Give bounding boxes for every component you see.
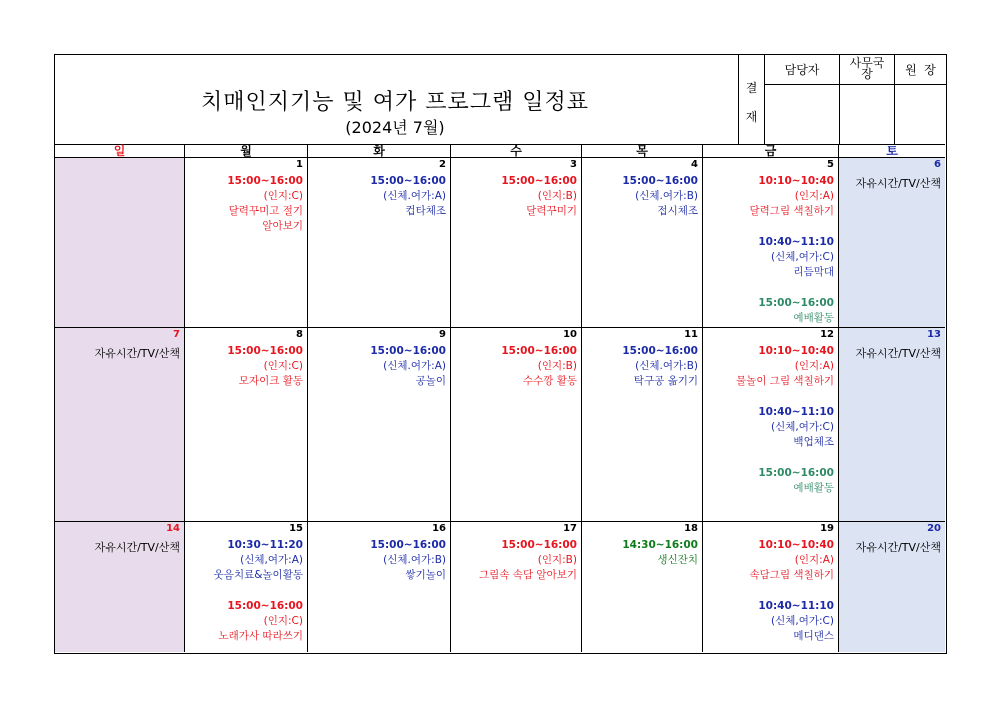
approval-staff-header: 담당자	[765, 55, 840, 85]
calendar-day-cell[interactable]	[703, 158, 839, 328]
program-entry[interactable]	[758, 405, 834, 450]
weekday-header: 목	[582, 144, 703, 158]
free-time-label: 자유시간/TV/산책	[855, 347, 941, 360]
day-number: 10	[563, 329, 577, 340]
program-time: 10:10~10:40	[758, 345, 834, 357]
day-number: 13	[927, 329, 941, 340]
weekday-header: 화	[308, 144, 451, 158]
program-entry[interactable]	[501, 174, 577, 219]
program-activity: 노래가사 따라쓰기	[218, 630, 303, 642]
program-activity: 물놀이 그림 색칠하기	[736, 375, 834, 387]
day-number: 18	[684, 523, 698, 534]
calendar-day-cell[interactable]	[308, 328, 451, 522]
day-number: 2	[439, 159, 446, 170]
calendar-day-cell[interactable]	[582, 158, 703, 328]
program-category: (인지:C)	[263, 360, 303, 372]
day-number: 11	[684, 329, 698, 340]
program-activity: 접시체조	[657, 205, 698, 217]
day-number: 16	[432, 523, 446, 534]
program-activity: 예배활동	[793, 482, 834, 494]
program-activity: 메디댄스	[793, 630, 834, 642]
approval-director-header: 원 장	[895, 55, 946, 85]
program-entry[interactable]	[219, 599, 303, 644]
program-activity: 달력꾸미기	[526, 205, 577, 217]
approval-secretary-line1: 사무국	[849, 56, 885, 70]
approval-secretary-line2: 장	[861, 67, 873, 81]
calendar-day-cell[interactable]	[582, 328, 703, 522]
program-time: 15:00~16:00	[501, 345, 577, 357]
program-category: (신체,여가:A)	[240, 554, 303, 566]
program-activity: 백업체조	[793, 436, 834, 448]
day-number: 17	[563, 523, 577, 534]
program-time: 10:30~11:20	[227, 539, 303, 551]
program-category: (인지:A)	[794, 554, 834, 566]
program-time: 10:10~10:40	[758, 539, 834, 551]
program-activity: 달력그림 색칠하기	[749, 205, 834, 217]
approval-label	[739, 55, 765, 144]
calendar-day-cell[interactable]	[703, 328, 839, 522]
program-activity: 리듬막대	[793, 266, 834, 278]
calendar-day-cell[interactable]	[582, 522, 703, 652]
program-category: (인지:A)	[794, 190, 834, 202]
calendar-day-cell[interactable]	[703, 522, 839, 652]
program-category: (인지:B)	[537, 360, 577, 372]
program-entry[interactable]	[214, 538, 303, 583]
free-time-label: 자유시간/TV/산책	[94, 347, 180, 360]
page-subtitle: (2024년 7월)	[345, 118, 445, 137]
calendar-day-cell[interactable]	[308, 522, 451, 652]
program-entry[interactable]	[622, 538, 698, 568]
program-activity: 예배활동	[793, 312, 834, 324]
day-number: 14	[166, 523, 180, 534]
program-activity: 공놀이	[415, 375, 446, 387]
program-entry[interactable]	[750, 174, 834, 219]
calendar-day-cell[interactable]	[451, 328, 582, 522]
program-activity: 모자이크 활동	[238, 375, 303, 387]
program-activity: 생신잔치	[657, 554, 698, 566]
program-entry[interactable]	[370, 344, 446, 389]
program-activity: 쌓기놀이	[405, 569, 446, 581]
program-entry[interactable]	[758, 296, 834, 326]
program-entry[interactable]	[227, 174, 303, 234]
calendar-day-cell[interactable]	[185, 328, 308, 522]
day-number: 9	[439, 329, 446, 340]
day-number: 19	[820, 523, 834, 534]
weekday-header: 월	[185, 144, 308, 158]
weekday-header: 토	[839, 144, 945, 158]
program-entry[interactable]	[227, 344, 303, 389]
calendar-day-cell[interactable]	[185, 158, 308, 328]
program-time: 15:00~16:00	[227, 175, 303, 187]
approval-director-sign[interactable]	[895, 85, 946, 144]
day-number: 8	[296, 329, 303, 340]
program-entry[interactable]	[370, 538, 446, 583]
weekday-header: 일	[55, 144, 185, 158]
program-activity: 수수깡 활동	[522, 375, 577, 387]
program-time: 10:10~10:40	[758, 175, 834, 187]
free-time-label: 자유시간/TV/산책	[855, 177, 941, 190]
program-time: 15:00~16:00	[227, 345, 303, 357]
program-time: 14:30~16:00	[622, 539, 698, 551]
program-activity: 알아보기	[262, 220, 303, 232]
program-category: (신체.여가:B)	[635, 190, 698, 202]
day-number: 3	[570, 159, 577, 170]
schedule-sheet	[54, 54, 947, 654]
weekday-header: 수	[451, 144, 582, 158]
calendar-day-cell[interactable]	[55, 158, 185, 328]
program-activity: 탁구공 옮기기	[633, 375, 698, 387]
program-activity: 그림속 속담 알아보기	[479, 569, 577, 581]
program-category: (인지:C)	[263, 190, 303, 202]
program-category: (신체.여가:A)	[383, 190, 446, 202]
program-time: 10:40~11:10	[758, 600, 834, 612]
program-entry[interactable]	[501, 344, 577, 389]
weekday-header: 금	[703, 144, 839, 158]
program-category: (인지:B)	[537, 190, 577, 202]
program-time: 15:00~16:00	[227, 600, 303, 612]
program-category: (신체,여가:C)	[771, 615, 834, 627]
program-category: (신체,여가:C)	[771, 251, 834, 263]
program-time: 15:00~16:00	[622, 345, 698, 357]
program-activity: 속담그림 색칠하기	[749, 569, 834, 581]
approval-secretary-header	[840, 55, 895, 85]
program-entry[interactable]	[370, 174, 446, 219]
day-number: 1	[296, 159, 303, 170]
program-activity: 달력꾸미고 절기	[228, 205, 303, 217]
program-time: 15:00~16:00	[370, 345, 446, 357]
program-entry[interactable]	[479, 538, 577, 583]
calendar-day-cell[interactable]	[185, 522, 308, 652]
free-time-label: 자유시간/TV/산책	[94, 541, 180, 554]
program-category: (인지:A)	[794, 360, 834, 372]
calendar-day-cell[interactable]	[839, 328, 945, 522]
approval-staff-sign[interactable]	[765, 85, 840, 144]
calendar-day-cell[interactable]	[55, 328, 185, 522]
program-time: 10:40~11:10	[758, 406, 834, 418]
calendar-day-cell[interactable]	[839, 522, 945, 652]
calendar-day-cell[interactable]	[55, 522, 185, 652]
program-entry[interactable]	[622, 344, 698, 389]
program-entry[interactable]	[750, 538, 834, 583]
program-category: (신체.여가:B)	[383, 554, 446, 566]
day-number: 7	[173, 329, 180, 340]
day-number: 5	[827, 159, 834, 170]
program-time: 15:00~16:00	[370, 539, 446, 551]
program-time: 10:40~11:10	[758, 236, 834, 248]
program-category: (신체,여가:C)	[771, 421, 834, 433]
calendar-day-cell[interactable]	[839, 158, 945, 328]
program-category: (신체.여가:A)	[383, 360, 446, 372]
program-activity: 웃음치료&놀이활동	[213, 569, 303, 581]
program-time: 15:00~16:00	[622, 175, 698, 187]
day-number: 4	[691, 159, 698, 170]
program-entry[interactable]	[758, 599, 834, 644]
program-entry[interactable]	[758, 235, 834, 280]
program-time: 15:00~16:00	[370, 175, 446, 187]
program-time: 15:00~16:00	[501, 539, 577, 551]
approval-label-top: 결	[745, 81, 758, 95]
program-time: 15:00~16:00	[758, 467, 834, 479]
header	[55, 55, 945, 145]
free-time-label: 자유시간/TV/산책	[855, 541, 941, 554]
approval-box	[738, 55, 946, 144]
page-title: 치매인지기능 및 여가 프로그램 일정표	[200, 90, 589, 115]
day-number: 12	[820, 329, 834, 340]
program-entry[interactable]	[622, 174, 698, 219]
approval-secretary-sign[interactable]	[840, 85, 895, 144]
program-time: 15:00~16:00	[758, 297, 834, 309]
program-category: (인지:B)	[537, 554, 577, 566]
day-number: 15	[289, 523, 303, 534]
program-category: (신체.여가:B)	[635, 360, 698, 372]
day-number: 6	[934, 159, 941, 170]
approval-label-bottom: 재	[745, 110, 758, 124]
calendar-day-cell[interactable]	[308, 158, 451, 328]
day-number: 20	[927, 523, 941, 534]
calendar-grid	[55, 144, 945, 652]
calendar-day-cell[interactable]	[451, 522, 582, 652]
program-category: (인지:C)	[263, 615, 303, 627]
program-activity: 컵타체조	[405, 205, 446, 217]
program-entry[interactable]	[758, 466, 834, 496]
calendar-day-cell[interactable]	[451, 158, 582, 328]
program-time: 15:00~16:00	[501, 175, 577, 187]
program-entry[interactable]	[736, 344, 834, 389]
